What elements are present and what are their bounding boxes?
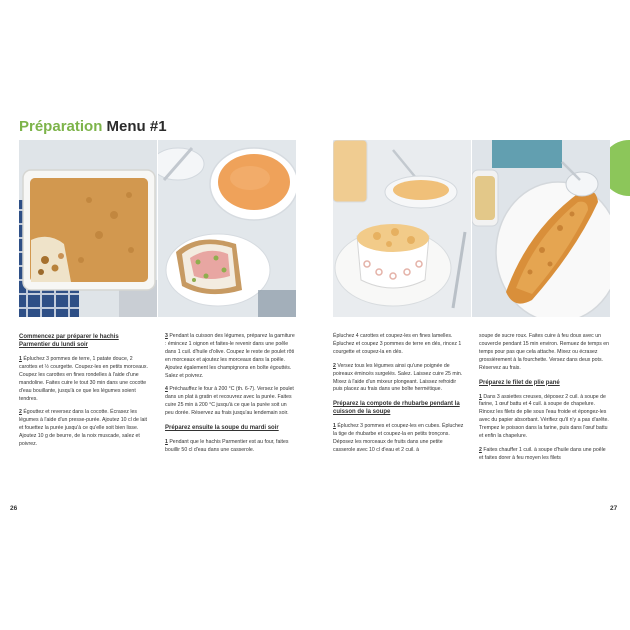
step-paragraph [333,363,466,395]
step-text: Égouttez et reversez dans la cocotte. Écrasez les légumes à l'aide d'un presse-purée. Ajoutez 10 cl de lait et fouettez la purée jusqu'à ce qu'elle soit bien lisse. Ajoutez 10 g de beurre, de la noix muscade, salez et poivrez. [19,409,147,448]
step-number: 1 [165,439,168,446]
step-text: soupe de sucre roux. Faites cuire à feu doux avec un couvercle pendant 15 min environ. Remuez de temps en temps pour pas que cela attache. Mixez ou écrasez grossièrement à la fourchette. Versez dans deux pots. Réservez au frais. [479,333,610,371]
step-paragraph [479,333,610,373]
page-number-left: 26 [10,505,18,512]
step-text: Faites chauffer 1 cuil. à soupe d'huile dans une poêle et faites dorer à feu moyen les filets [479,446,606,461]
photo-filet-plie [472,140,610,317]
step-paragraph [333,423,466,455]
title-green: Préparation [19,118,103,135]
photo-compote-rhubarbe [333,140,471,317]
step-number: 4 [165,386,168,393]
step-paragraph [165,439,296,455]
step-text: Épluchez 3 pommes de terre, 1 patate douce, 2 carottes et ½ courgette. Coupez-les en petits morceaux. Coupez les carottes en fines rondelles à l'aide d'une mandoline. Faites cuire le tout 30 min dans une cocotte d'eau bouillante, jusqu'à ce que les légumes soient tendres. [19,356,148,402]
text-column-3 [333,333,466,461]
step-paragraph [165,333,296,380]
step-paragraph [479,447,610,463]
step-text: Épluchez 4 carottes et coupez-les en fines lamelles. Épluchez et coupez 3 pommes de terre en dés, rincez 1 courgette et coupez-la en dés. [333,333,462,355]
title-dark: Menu #1 [106,118,167,135]
text-column-4 [479,333,610,469]
photo-hachis-parmentier [19,140,157,317]
step-number: 1 [333,423,336,430]
step-number: 1 [479,393,482,400]
step-paragraph [19,409,150,449]
step-number: 2 [333,362,336,369]
page-number-right: 27 [610,505,618,512]
step-text: Pendant que le hachis Parmentier est au four, faites bouillir 50 cl d'eau dans une casserole. [165,439,289,453]
text-column-1 [19,333,150,455]
step-paragraph [479,394,610,441]
step-number: 3 [165,333,168,339]
step-paragraph [165,386,296,418]
step-text: Épluchez 3 pommes et coupez-les en cubes. Épluchez la tige de rhubarbe et coupez-la en petits tronçons. Déposez les morceaux de fruits dans une petite casserole avec 10 cl d'eau et 2 cuil. à [333,423,464,454]
step-number: 1 [19,356,22,362]
page-title [19,118,167,135]
heading-compote: Préparez la compote de rhubarbe pendant la cuisson de la soupe [333,401,460,416]
step-text: Pendant la cuisson des légumes, préparez la garniture : émincez 1 oignon et faites-le revenir dans une poêle dans 1 cuil. d'huile d'olive. Coupez le reste de poulet rôti en morceaux et ajoutez les morceaux dans la poêle. Ajoutez également les champignons en boîte égouttés. Salez et poivrez. [165,333,295,379]
step-text: Préchauffez le four à 200 °C (th. 6-7). Versez le poulet dans un plat à gratin et recouvrez avec la purée. Faites cuire 25 min à 200 °C jusqu'à ce que la purée soit un peu dorée. Réservez au frais jusqu'au lendemain soir. [165,386,294,417]
heading-soupe: Préparez ensuite la soupe du mardi soir [165,425,279,432]
step-number: 2 [19,409,22,416]
step-number: 2 [479,446,482,453]
photo-soupe-tartines [158,140,296,317]
heading-hachis: Commencez par préparer le hachis Parmentier du lundi soir [19,334,119,348]
step-text: Dans 3 assiettes creuses, déposez 2 cuil. à soupe de farine, 1 œuf battu et 4 cuil. à soupe de chapelure. Rincez les filets de plie sous l'eau froide et épongez-les avec du papier absorbant. Vérifiez qu'il n'y a pas d'arête. Trempez le poisson dans la farine, puis dans l'œuf battu et enfin la chapelure. [479,393,609,440]
step-paragraph [333,333,466,357]
heading-filet: Préparez le filet de plie pané [479,379,560,386]
step-text: Versez tous les légumes ainsi qu'une poignée de poireaux émincés surgelés. Salez. Laissez cuire 25 min. Mixez à l'aide d'un mixeur plongeant. Laissez refroidir puis placez au frais dans une boîte hermétique. [333,362,463,393]
step-paragraph [19,356,150,403]
text-column-2 [165,333,296,461]
